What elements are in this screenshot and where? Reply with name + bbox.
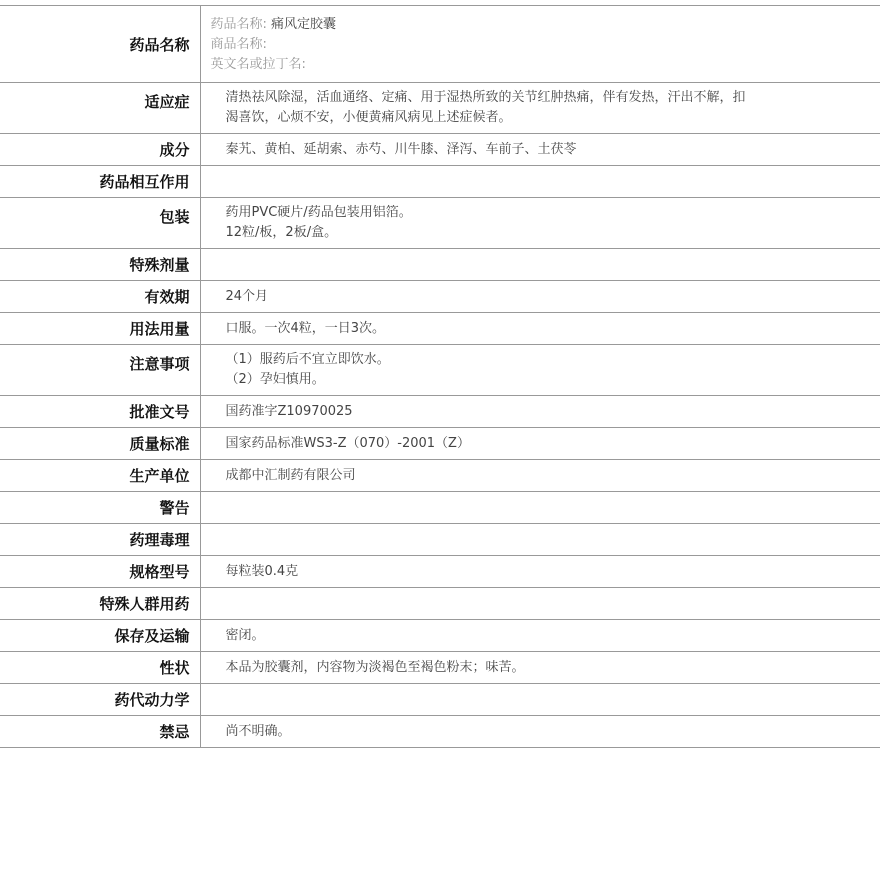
spec-row-packaging (0, 198, 880, 249)
spec-value-line: 每粒装0.4克 (225, 564, 299, 579)
drug-name-value: 痛风定胶囊 (271, 17, 337, 32)
spec-value-manufacturer (200, 460, 880, 492)
spec-label-pharmacology: 药理毒理 (0, 524, 200, 556)
spec-row-appearance (0, 652, 880, 684)
spec-value-line: 本品为胶囊剂，内容物为淡褐色至褐色粉末；味苦。 (225, 660, 525, 675)
spec-label-usage: 用法用量 (0, 313, 200, 345)
spec-value-pharmacology (200, 524, 880, 556)
spec-value-contraindications (200, 716, 880, 748)
spec-label-appearance: 性状 (0, 652, 200, 684)
spec-value-line: 清热祛风除湿，活血通络、定痛、用于湿热所致的关节红肿热痛，伴有发热，汗出不解，扣 (225, 90, 746, 105)
spec-label-approval: 批准文号 (0, 396, 200, 428)
spec-value-line: 国药准字Z10970025 (225, 404, 353, 419)
spec-value-special-groups (200, 588, 880, 620)
spec-value-approval (200, 396, 880, 428)
spec-value-drug-name (200, 6, 880, 83)
drug-name-key: 药品名称: (210, 17, 267, 32)
spec-row-contraindications (0, 716, 880, 748)
spec-label-precautions: 注意事项 (0, 345, 200, 396)
spec-value-appearance (200, 652, 880, 684)
spec-label-special-dosage: 特殊剂量 (0, 249, 200, 281)
spec-value-line: 12粒/板，2板/盒。 (225, 225, 338, 240)
spec-label-warning: 警告 (0, 492, 200, 524)
spec-value-line: 渴喜饮，心烦不安，小便黄痛风病见上述症候者。 (225, 110, 512, 125)
spec-label-interactions: 药品相互作用 (0, 166, 200, 198)
spec-value-pharmacokinetics (200, 684, 880, 716)
spec-row-pharmacology (0, 524, 880, 556)
spec-row-interactions (0, 166, 880, 198)
drug-spec-table (0, 5, 880, 748)
spec-value-line: 药用PVC硬片/药品包装用铝箔。 (225, 205, 412, 220)
spec-row-specification (0, 556, 880, 588)
spec-label-manufacturer: 生产单位 (0, 460, 200, 492)
spec-label-pharmacokinetics: 药代动力学 (0, 684, 200, 716)
spec-value-specification (200, 556, 880, 588)
spec-value-line: 尚不明确。 (225, 724, 291, 739)
spec-value-warning (200, 492, 880, 524)
spec-label-ingredients: 成分 (0, 134, 200, 166)
spec-label-special-groups: 特殊人群用药 (0, 588, 200, 620)
spec-row-manufacturer (0, 460, 880, 492)
spec-row-special-groups (0, 588, 880, 620)
spec-row-quality-standard (0, 428, 880, 460)
spec-label-packaging: 包装 (0, 198, 200, 249)
english-name-line (211, 55, 871, 75)
drug-spec-table-body (0, 6, 880, 748)
drug-name-line (211, 15, 871, 35)
spec-value-line: （1）服药后不宜立即饮水。 (225, 352, 390, 367)
spec-row-pharmacokinetics (0, 684, 880, 716)
spec-label-indications: 适应症 (0, 83, 200, 134)
spec-row-approval (0, 396, 880, 428)
spec-row-usage (0, 313, 880, 345)
spec-label-quality-standard: 质量标准 (0, 428, 200, 460)
trade-name-key: 商品名称: (210, 37, 267, 52)
spec-row-indications (0, 83, 880, 134)
spec-value-line: 国家药品标准WS3-Z（070）-2001（Z） (225, 436, 470, 451)
spec-row-ingredients (0, 134, 880, 166)
spec-value-usage (200, 313, 880, 345)
spec-row-storage (0, 620, 880, 652)
spec-value-line: 秦艽、黄柏、延胡索、赤芍、川牛膝、泽泻、车前子、土茯苓 (225, 142, 577, 157)
spec-value-line: 密闭。 (225, 628, 265, 643)
spec-row-validity (0, 281, 880, 313)
spec-value-packaging (200, 198, 880, 249)
spec-row-drug-name (0, 6, 880, 83)
spec-label-specification: 规格型号 (0, 556, 200, 588)
spec-label-drug-name: 药品名称 (0, 6, 200, 83)
spec-label-validity: 有效期 (0, 281, 200, 313)
spec-value-storage (200, 620, 880, 652)
spec-value-precautions (200, 345, 880, 396)
spec-value-ingredients (200, 134, 880, 166)
spec-row-precautions (0, 345, 880, 396)
english-name-key: 英文名或拉丁名: (210, 57, 306, 72)
spec-value-line: （2）孕妇慎用。 (225, 372, 325, 387)
trade-name-line (211, 35, 871, 55)
spec-row-warning (0, 492, 880, 524)
spec-value-interactions (200, 166, 880, 198)
spec-value-validity (200, 281, 880, 313)
spec-row-special-dosage (0, 249, 880, 281)
spec-value-indications (200, 83, 880, 134)
spec-value-special-dosage (200, 249, 880, 281)
spec-value-line: 口服。一次4粒，一日3次。 (225, 321, 386, 336)
spec-value-quality-standard (200, 428, 880, 460)
spec-label-storage: 保存及运输 (0, 620, 200, 652)
spec-value-line: 成都中汇制药有限公司 (225, 468, 356, 483)
spec-label-contraindications: 禁忌 (0, 716, 200, 748)
spec-value-line: 24个月 (225, 289, 269, 304)
